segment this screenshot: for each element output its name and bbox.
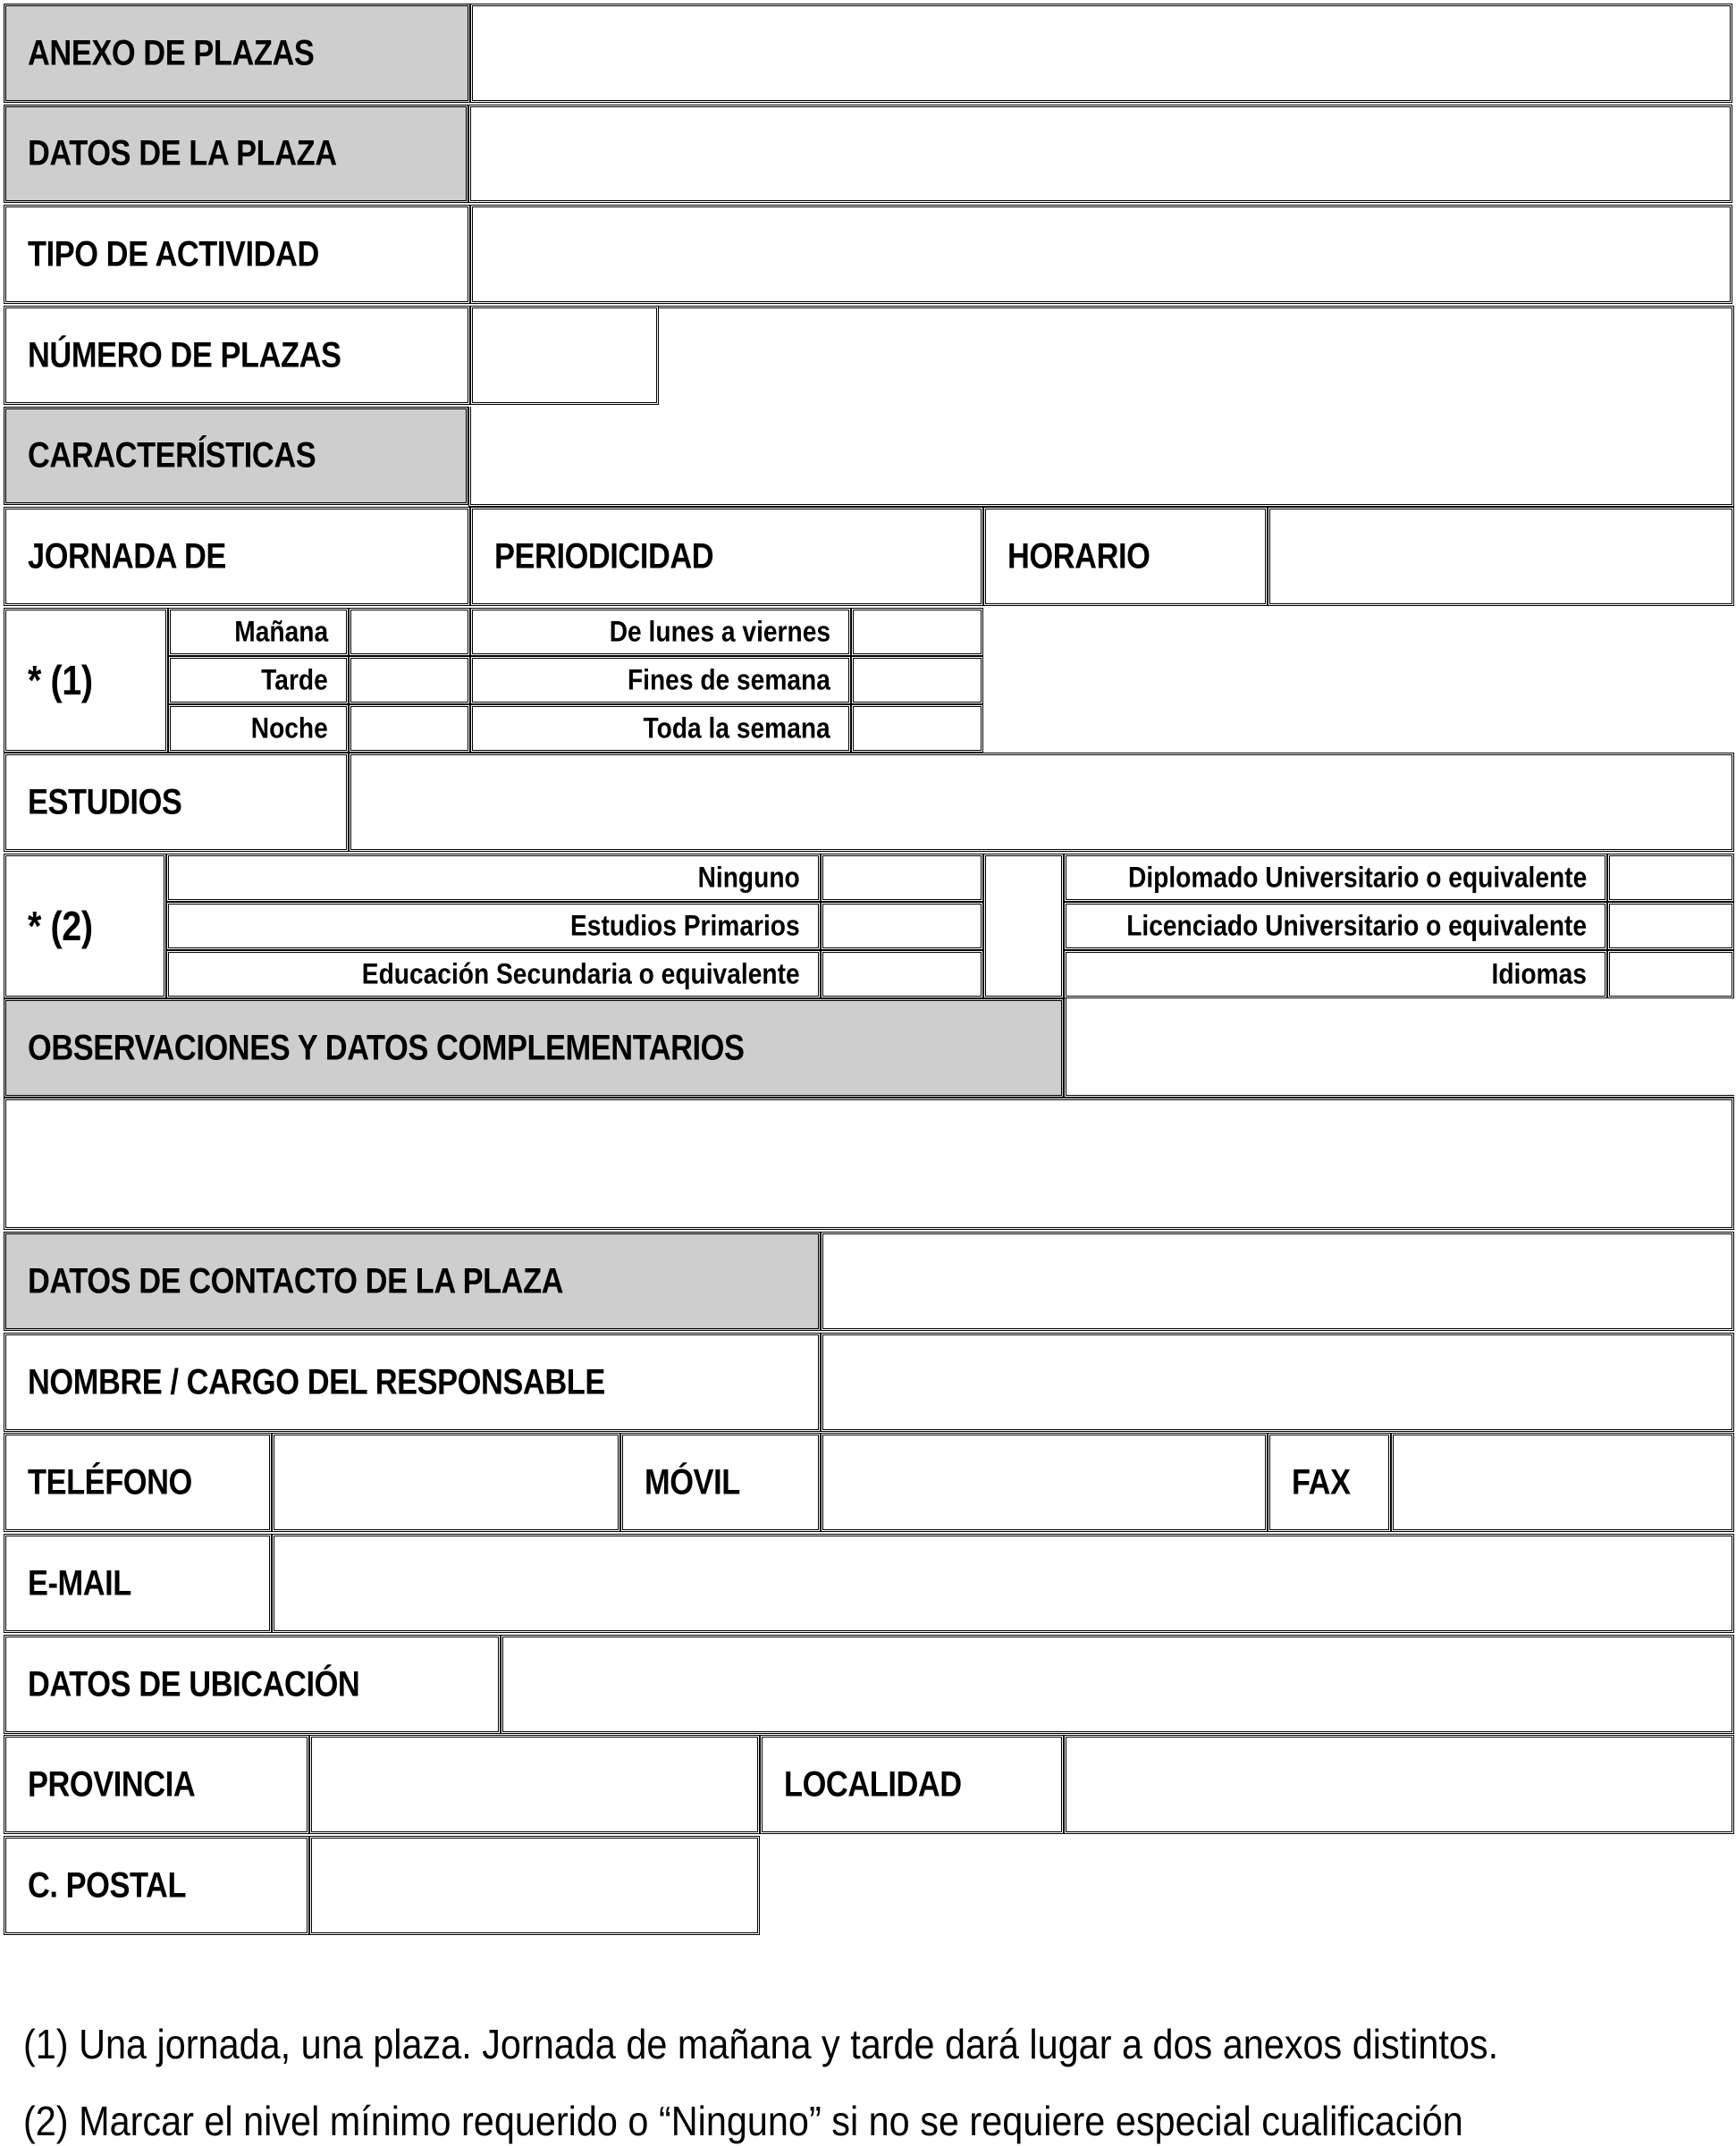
- caracteristicas-header: [4, 407, 468, 505]
- localidad-label: LOCALIDAD: [784, 1764, 962, 1804]
- option-label: Estudios Primarios: [166, 902, 821, 950]
- option-checkbox[interactable]: [1607, 902, 1734, 950]
- fax-field[interactable]: [1391, 1433, 1734, 1532]
- observaciones-label: OBSERVACIONES Y DATOS COMPLEMENTARIOS: [28, 1028, 745, 1067]
- nota2-ref: * (2): [28, 903, 93, 949]
- estudios-label: ESTUDIOS: [28, 782, 182, 821]
- email-label: E-MAIL: [28, 1563, 131, 1603]
- telefono-field[interactable]: [272, 1433, 620, 1532]
- contacto-label: DATOS DE CONTACTO DE LA PLAZA: [28, 1261, 564, 1300]
- option-label: Idiomas: [1064, 950, 1607, 998]
- contacto-header: [4, 1232, 821, 1331]
- email-field[interactable]: [272, 1534, 1734, 1633]
- horario-label: HORARIO: [1007, 536, 1150, 576]
- movil-field[interactable]: [821, 1433, 1268, 1532]
- option-label: Mañana: [168, 608, 349, 656]
- option-checkbox[interactable]: [851, 704, 983, 753]
- provincia-cell: [4, 1735, 309, 1834]
- observaciones-header: [4, 998, 1064, 1098]
- option-checkbox[interactable]: [821, 854, 983, 902]
- option-checkbox[interactable]: [821, 902, 983, 950]
- nota2-ref-cell: [4, 854, 166, 998]
- observaciones-field[interactable]: [4, 1098, 1734, 1230]
- tipo-actividad-label: TIPO DE ACTIVIDAD: [28, 234, 319, 274]
- movil-label: MÓVIL: [645, 1462, 740, 1502]
- tipo-actividad-cell: [4, 205, 470, 304]
- option-checkbox[interactable]: [349, 704, 470, 753]
- option-label: Toda la semana: [470, 704, 851, 753]
- horario-cell: [983, 507, 1268, 606]
- observaciones-filler: [1064, 998, 1734, 1098]
- localidad-cell: [760, 1735, 1064, 1834]
- anexo-label: ANEXO DE PLAZAS: [28, 33, 315, 72]
- cpostal-label: C. POSTAL: [28, 1865, 187, 1905]
- datos-plaza-label: DATOS DE LA PLAZA: [28, 133, 337, 173]
- jornada-cell: [4, 507, 470, 606]
- fax-label: FAX: [1292, 1462, 1351, 1502]
- responsable-field[interactable]: [821, 1333, 1734, 1432]
- option-checkbox[interactable]: [349, 608, 470, 656]
- responsable-cell: [4, 1333, 821, 1432]
- option-checkbox[interactable]: [851, 608, 983, 656]
- periodicidad-cell: [470, 507, 983, 606]
- datos-plaza-header: [4, 105, 468, 203]
- cpostal-cell: [4, 1836, 309, 1935]
- option-checkbox[interactable]: [1607, 854, 1734, 902]
- responsable-label: NOMBRE / CARGO DEL RESPONSABLE: [28, 1362, 605, 1401]
- fax-cell: [1268, 1433, 1391, 1532]
- numero-plazas-label: NÚMERO DE PLAZAS: [28, 335, 341, 374]
- option-label: Ninguno: [166, 854, 821, 902]
- caracteristicas-label: CARACTERÍSTICAS: [28, 435, 316, 475]
- estudios-spacer: [983, 854, 1064, 998]
- numero-plazas-field[interactable]: [470, 306, 659, 405]
- option-label: De lunes a viernes: [470, 608, 851, 656]
- option-label: Diplomado Universitario o equivalente: [1064, 854, 1607, 902]
- option-label: Tarde: [168, 656, 349, 704]
- periodicidad-label: PERIODICIDAD: [494, 536, 714, 576]
- ubicacion-filler: [501, 1635, 1734, 1734]
- numero-plazas-cell: [4, 306, 470, 405]
- estudios-filler: [349, 753, 1734, 852]
- cpostal-field[interactable]: [309, 1836, 760, 1935]
- telefono-label: TELÉFONO: [28, 1462, 192, 1502]
- localidad-field[interactable]: [1064, 1735, 1734, 1834]
- anexo-field[interactable]: [470, 4, 1732, 103]
- email-cell: [4, 1534, 272, 1633]
- estudios-cell: [4, 753, 349, 852]
- option-checkbox[interactable]: [349, 656, 470, 704]
- telefono-cell: [4, 1433, 272, 1532]
- ubicacion-cell: [4, 1635, 501, 1734]
- option-label: Noche: [168, 704, 349, 753]
- movil-cell: [620, 1433, 821, 1532]
- contacto-filler: [821, 1232, 1734, 1331]
- provincia-label: PROVINCIA: [28, 1764, 196, 1804]
- footnote-1: (1) Una jornada, una plaza. Jornada de mañana y tarde dará lugar a dos anexos distintos.: [23, 2021, 1499, 2067]
- footnote-2: (2) Marcar el nivel mínimo requerido o “Ninguno” si no se requiere especial cualificación: [23, 2098, 1463, 2144]
- option-label: Licenciado Universitario o equivalente: [1064, 902, 1607, 950]
- nota1-ref: * (1): [28, 657, 93, 703]
- caracteristicas-filler: [468, 407, 1734, 507]
- option-checkbox[interactable]: [821, 950, 983, 998]
- option-checkbox[interactable]: [851, 656, 983, 704]
- option-label: Fines de semana: [470, 656, 851, 704]
- jornada-label: JORNADA DE: [28, 536, 226, 576]
- ubicacion-label: DATOS DE UBICACIÓN: [28, 1664, 360, 1704]
- provincia-field[interactable]: [309, 1735, 760, 1834]
- datos-plaza-field[interactable]: [468, 105, 1732, 203]
- option-checkbox[interactable]: [1607, 950, 1734, 998]
- horario-field[interactable]: [1268, 507, 1734, 606]
- nota1-ref-cell: [4, 608, 168, 753]
- option-label: Educación Secundaria o equivalente: [166, 950, 821, 998]
- tipo-actividad-field[interactable]: [470, 205, 1732, 304]
- anexo-header: [4, 4, 470, 103]
